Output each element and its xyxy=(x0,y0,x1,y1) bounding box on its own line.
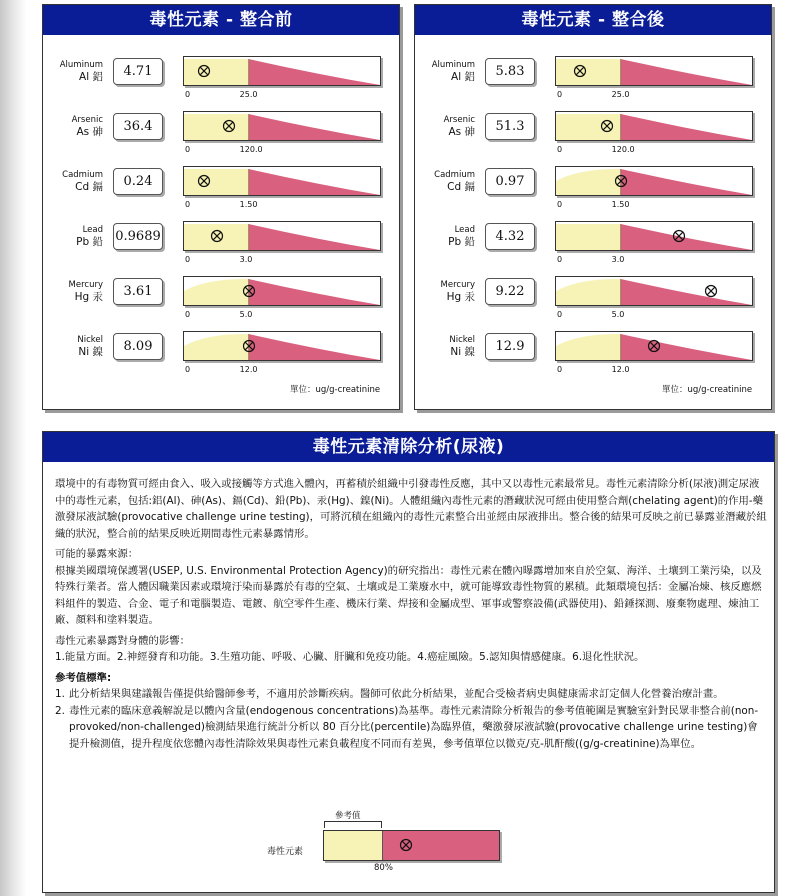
gauge-tick-zero: 0 xyxy=(557,90,563,99)
level-gauge xyxy=(183,166,381,196)
elevated-zone xyxy=(621,279,752,305)
result-marker-icon xyxy=(600,119,614,133)
legend-ref-zone xyxy=(324,831,383,860)
reference-zone xyxy=(556,169,621,195)
result-marker-icon xyxy=(222,119,236,133)
reference-zone xyxy=(184,334,249,360)
legend-marker-icon xyxy=(399,838,413,852)
gauge-tick-reference: 1.50 xyxy=(611,200,630,209)
reference-item-number: 2. xyxy=(55,704,65,717)
element-name xyxy=(47,169,103,193)
element-symbol: Al 鋁 xyxy=(79,71,103,83)
reference-zone xyxy=(184,59,249,85)
level-gauge xyxy=(555,276,753,306)
elevated-zone xyxy=(621,114,752,140)
element-name xyxy=(47,224,103,248)
result-value: 4.71 xyxy=(113,58,163,85)
element-row xyxy=(43,273,399,328)
result-value: 12.9 xyxy=(485,333,535,360)
element-english-name: Cadmium xyxy=(434,170,475,180)
element-name xyxy=(47,114,103,138)
element-symbol: As 砷 xyxy=(76,126,103,138)
result-marker-icon xyxy=(672,229,686,243)
element-row xyxy=(415,163,771,218)
result-marker-icon xyxy=(573,64,587,78)
legend-high-zone xyxy=(383,831,499,860)
gauge-tick-reference: 12.0 xyxy=(611,365,630,374)
effects-heading: 毒性元素暴露對身體的影響： xyxy=(55,634,191,647)
result-marker-icon xyxy=(197,64,211,78)
gauge-tick-zero: 0 xyxy=(185,310,191,319)
elevated-zone xyxy=(621,169,752,195)
element-row xyxy=(43,218,399,273)
element-name xyxy=(419,59,475,83)
reference-zone xyxy=(184,169,249,195)
result-value: 0.24 xyxy=(113,168,163,195)
legend-row-label: 毒性元素 xyxy=(267,847,304,857)
element-english-name: Mercury xyxy=(68,280,103,290)
gauge-tick-zero: 0 xyxy=(557,255,563,264)
analysis-body xyxy=(55,476,767,752)
element-row xyxy=(415,108,771,163)
element-name xyxy=(419,334,475,358)
result-marker-icon xyxy=(242,284,256,298)
element-english-name: Aluminum xyxy=(59,60,103,70)
element-symbol: As 砷 xyxy=(448,126,475,138)
result-marker-icon xyxy=(242,339,256,353)
result-marker-icon xyxy=(614,174,628,188)
level-gauge xyxy=(555,111,753,141)
element-row xyxy=(415,218,771,273)
element-name xyxy=(47,334,103,358)
intro-paragraph: 環境中的有毒物質可經由食入、吸入或接觸等方式進入體內，再蓄積於組織中引發毒性反應，其中又以毒性元素最常見。毒性元素清除分析(尿液)測定尿液中的毒性元素，包括:鋁(Al)、砷(As)、鎘(Cd)、鉛(Pb)、汞(Hg)、鎳(Ni)。人體組織內毒性元素的潛藏狀況可經由使用整合劑(chelating agent)的作用-藥激發尿液試驗(provocative challenge urine testing)，可將沉積在組織內的毒性元素整合出並經由尿液排出。整合後的結果可反映之前已暴露並潛藏於組織的狀況，整合前的結果反映近期間毒性元素暴露情形。 xyxy=(55,478,767,540)
result-marker-icon xyxy=(647,339,661,353)
gauge-tick-reference: 3.0 xyxy=(611,255,625,264)
analysis-title: 毒性元素清除分析(尿液) xyxy=(43,432,774,462)
gauge-tick-reference: 1.50 xyxy=(239,200,258,209)
element-row xyxy=(43,108,399,163)
reference-zone xyxy=(556,334,621,360)
reference-item-text: 毒性元素的臨床意義解說是以體內含量(endogenous concentrations)為基準。毒性元素清除分析報告的參考值範圍是實驗室針對民眾非整合前(non-provoked/non-challenged)檢測結果進行統計分析以 80 百分比(percentile)為臨界值，藥激發尿液試驗(provocative challenge urine testing)會提升檢測值，提升程度依您體內毒性清除效果與毒性元素負載程度不同而有差異，參考值單位以微克/克-肌酐酸((g/g-creatinine)為單位。 xyxy=(69,704,759,750)
legend-pct-label: 80% xyxy=(374,863,393,873)
element-row xyxy=(415,273,771,328)
level-gauge xyxy=(183,56,381,86)
level-gauge xyxy=(183,331,381,361)
level-gauge xyxy=(183,276,381,306)
result-value: 5.83 xyxy=(485,58,535,85)
gauge-tick-reference: 5.0 xyxy=(611,310,625,319)
after-panel-title: 毒性元素 - 整合後 xyxy=(415,5,771,35)
element-symbol: Cd 鎘 xyxy=(447,181,475,193)
element-name xyxy=(47,279,103,303)
element-name xyxy=(419,224,475,248)
element-name xyxy=(47,59,103,83)
level-gauge xyxy=(555,56,753,86)
reference-item-text: 此分析結果與建議報告僅提供給醫師參考，不適用於診斷疾病。醫師可依此分析結果，並配合受檢者病史與健康需求訂定個人化營養治療計畫。 xyxy=(69,688,724,700)
element-symbol: Pb 鉛 xyxy=(448,236,475,248)
element-english-name: Aluminum xyxy=(431,60,475,70)
element-english-name: Nickel xyxy=(449,335,475,345)
element-row xyxy=(43,328,399,383)
element-symbol: Ni 鎳 xyxy=(450,346,475,358)
gauge-tick-zero: 0 xyxy=(557,200,563,209)
legend-ref-label: 參考值 xyxy=(335,811,361,821)
element-name xyxy=(419,114,475,138)
after-unit-note: 單位：ug/g-creatinine xyxy=(662,385,753,395)
after-chelation-panel xyxy=(414,4,772,410)
result-marker-icon xyxy=(197,174,211,188)
reference-item xyxy=(55,703,767,753)
element-row xyxy=(43,53,399,108)
elevated-zone xyxy=(249,59,380,85)
element-symbol: Cd 鎘 xyxy=(75,181,103,193)
before-panel-title: 毒性元素 - 整合前 xyxy=(43,5,399,35)
result-marker-icon xyxy=(210,229,224,243)
level-gauge xyxy=(555,331,753,361)
gauge-tick-zero: 0 xyxy=(185,200,191,209)
gauge-tick-zero: 0 xyxy=(185,90,191,99)
element-row xyxy=(415,328,771,383)
result-value: 8.09 xyxy=(113,333,163,360)
elevated-zone xyxy=(249,334,380,360)
reference-zone xyxy=(184,114,249,140)
element-english-name: Lead xyxy=(454,225,475,235)
gauge-tick-reference: 25.0 xyxy=(611,90,630,99)
element-name xyxy=(419,169,475,193)
result-value: 4.32 xyxy=(485,223,535,250)
gauge-tick-reference: 5.0 xyxy=(239,310,253,319)
element-row xyxy=(415,53,771,108)
element-symbol: Ni 鎳 xyxy=(78,346,103,358)
sources-heading: 可能的暴露來源： xyxy=(55,548,139,560)
reference-heading: 參考值標準: xyxy=(55,671,112,684)
reference-item-number: 1. xyxy=(55,688,65,700)
gauge-tick-zero: 0 xyxy=(557,365,563,374)
reference-zone xyxy=(184,279,249,305)
gauge-tick-reference: 120.0 xyxy=(239,145,263,154)
element-row xyxy=(43,163,399,218)
gauge-tick-zero: 0 xyxy=(185,365,191,374)
result-value: 0.97 xyxy=(485,168,535,195)
element-english-name: Mercury xyxy=(440,280,475,290)
gauge-tick-zero: 0 xyxy=(185,145,191,154)
result-value: 9.22 xyxy=(485,278,535,305)
element-symbol: Al 鋁 xyxy=(451,71,475,83)
reference-zone xyxy=(556,224,621,250)
legend-ref-bracket xyxy=(324,821,382,828)
result-value: 51.3 xyxy=(485,113,535,140)
gauge-tick-reference: 3.0 xyxy=(239,255,253,264)
gauge-tick-zero: 0 xyxy=(557,310,563,319)
reference-item xyxy=(55,686,767,703)
reference-zone xyxy=(556,279,621,305)
before-chelation-panel xyxy=(42,4,400,410)
gauge-tick-reference: 25.0 xyxy=(239,90,258,99)
result-value: 36.4 xyxy=(113,113,163,140)
element-english-name: Arsenic xyxy=(71,115,103,125)
result-marker-icon xyxy=(704,284,718,298)
element-english-name: Lead xyxy=(82,225,103,235)
elevated-zone xyxy=(249,114,380,140)
element-symbol: Pb 鉛 xyxy=(76,236,103,248)
sources-paragraph: 根據美國環境保護署(USEP, U.S. Environmental Protection Agency)的研究指出：毒性元素在體內曝露增加來自於空氣、海洋、土壤到工業污染，以及特殊行業者。當人體因職業因素或環境汙染而暴露於有毒的空氣、土壤或是工業廢水中，就可能導致毒性物質的累積。此類環境包括：金屬冶煉、核反應燃料組件的製造、合金、電子和電腦製造、電鍍、航空零件生產、機床行業、焊接和金屬成型、軍事或警察設備(武器使用)、鉛錘探測、廢棄物處理、煉油工廠、顏料和塗料製造。 xyxy=(55,564,762,626)
element-english-name: Arsenic xyxy=(443,115,475,125)
element-name xyxy=(419,279,475,303)
element-english-name: Nickel xyxy=(77,335,103,345)
element-symbol: Hg 汞 xyxy=(74,291,103,303)
gauge-tick-reference: 120.0 xyxy=(611,145,635,154)
level-gauge xyxy=(183,111,381,141)
reference-legend xyxy=(265,803,505,883)
result-value: 0.9689 xyxy=(113,223,163,250)
element-english-name: Cadmium xyxy=(62,170,103,180)
level-gauge xyxy=(555,166,753,196)
gauge-tick-zero: 0 xyxy=(557,145,563,154)
elevated-zone xyxy=(621,59,752,85)
elevated-zone xyxy=(249,279,380,305)
gauge-tick-reference: 12.0 xyxy=(239,365,258,374)
level-gauge xyxy=(555,221,753,251)
result-value: 3.61 xyxy=(113,278,163,305)
elevated-zone xyxy=(249,224,380,250)
element-symbol: Hg 汞 xyxy=(446,291,475,303)
reference-zone xyxy=(556,59,621,85)
effects-paragraph: 1.能量方面。2.神經發育和功能。3.生殖功能、呼吸、心臟、肝臟和免疫功能。4.癌症風險。5.認知與情感健康。6.退化性狀況。 xyxy=(55,651,645,663)
legend-bar xyxy=(323,830,500,861)
level-gauge xyxy=(183,221,381,251)
elevated-zone xyxy=(621,334,752,360)
page-edge-shadow xyxy=(0,0,26,896)
before-unit-note: 單位：ug/g-creatinine xyxy=(290,385,381,395)
gauge-tick-zero: 0 xyxy=(185,255,191,264)
elevated-zone xyxy=(249,169,380,195)
